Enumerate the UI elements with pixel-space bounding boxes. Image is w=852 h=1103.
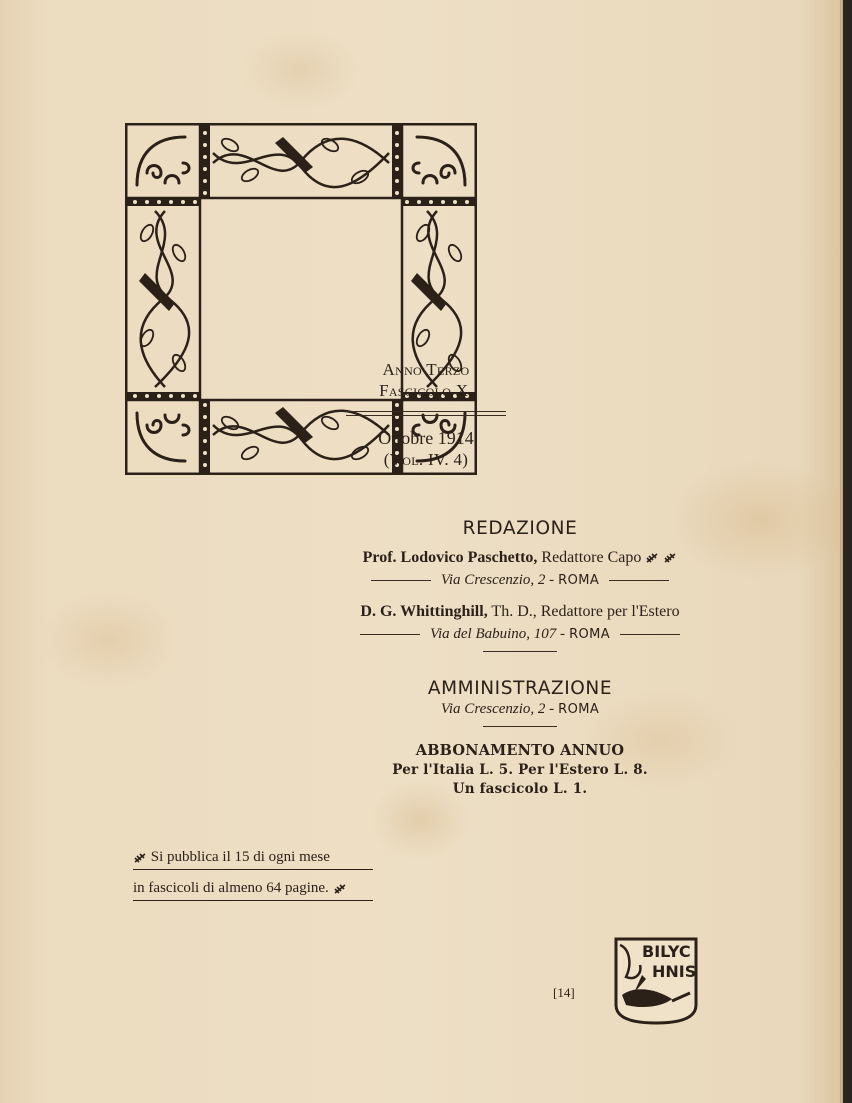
volume-number: (Vol. IV. 4) <box>383 450 469 469</box>
amministrazione-address: Via Crescenzio, 2 - <box>440 701 555 717</box>
redazione-section <box>345 518 695 652</box>
amministrazione-heading: AMMINISTRAZIONE <box>427 678 613 699</box>
editor2-city: ROMA <box>569 627 611 642</box>
abbonamento-heading: ABBONAMENTO ANNUO <box>415 742 625 759</box>
editor2-name: D. G. Whittinghill, <box>360 603 488 620</box>
publication-note <box>133 845 373 901</box>
issue-info <box>325 323 527 521</box>
editor1-address-row <box>345 572 695 589</box>
editor1-city: ROMA <box>558 573 600 588</box>
svg-text:HNIS: HNIS <box>652 962 697 981</box>
abbonamento-prices: Per l'Italia L. 5. Per l'Estero L. 8. <box>392 762 648 778</box>
amministrazione-section <box>345 678 695 727</box>
publication-note-line1: Si pubblica il 15 di ogni mese <box>133 845 373 870</box>
volume-year: Anno Terzo <box>382 360 470 379</box>
abbonamento-single-issue: Un fascicolo L. 1. <box>452 781 588 797</box>
issue-date: Ottobre 1914 <box>378 428 474 448</box>
page-number: [14] <box>553 985 575 1000</box>
editor2-line <box>345 603 695 621</box>
amministrazione-address-row <box>345 701 695 718</box>
editor1-address: Via Crescenzio, 2 - <box>440 572 555 588</box>
abbonamento-section <box>345 742 695 797</box>
svg-text:BILYC: BILYC <box>642 942 691 961</box>
bilychnis-logo-icon <box>612 935 700 1025</box>
editor2-address: Via del Babuino, 107 - <box>429 626 566 642</box>
section-divider <box>483 651 557 652</box>
double-rule <box>346 411 506 416</box>
editor1-name: Prof. Lodovico Paschetto, <box>362 549 538 566</box>
publication-note-line2: in fascicoli di almeno 64 pagine. <box>133 876 373 901</box>
issue-number: Fascicolo X. <box>379 381 473 400</box>
editor1-line <box>345 549 695 567</box>
section-divider <box>483 726 557 727</box>
editor2-role: Th. D., Redattore per l'Estero <box>491 603 680 620</box>
leaf-ornament-icon <box>133 852 147 864</box>
amministrazione-city: ROMA <box>558 702 600 717</box>
editor2-address-row <box>345 626 695 643</box>
leaf-ornament-icon <box>663 552 677 564</box>
leaf-ornament-icon <box>645 552 659 564</box>
editor1-role: Redattore Capo <box>541 549 642 566</box>
leaf-ornament-icon <box>333 883 347 895</box>
redazione-heading: REDAZIONE <box>462 518 578 539</box>
